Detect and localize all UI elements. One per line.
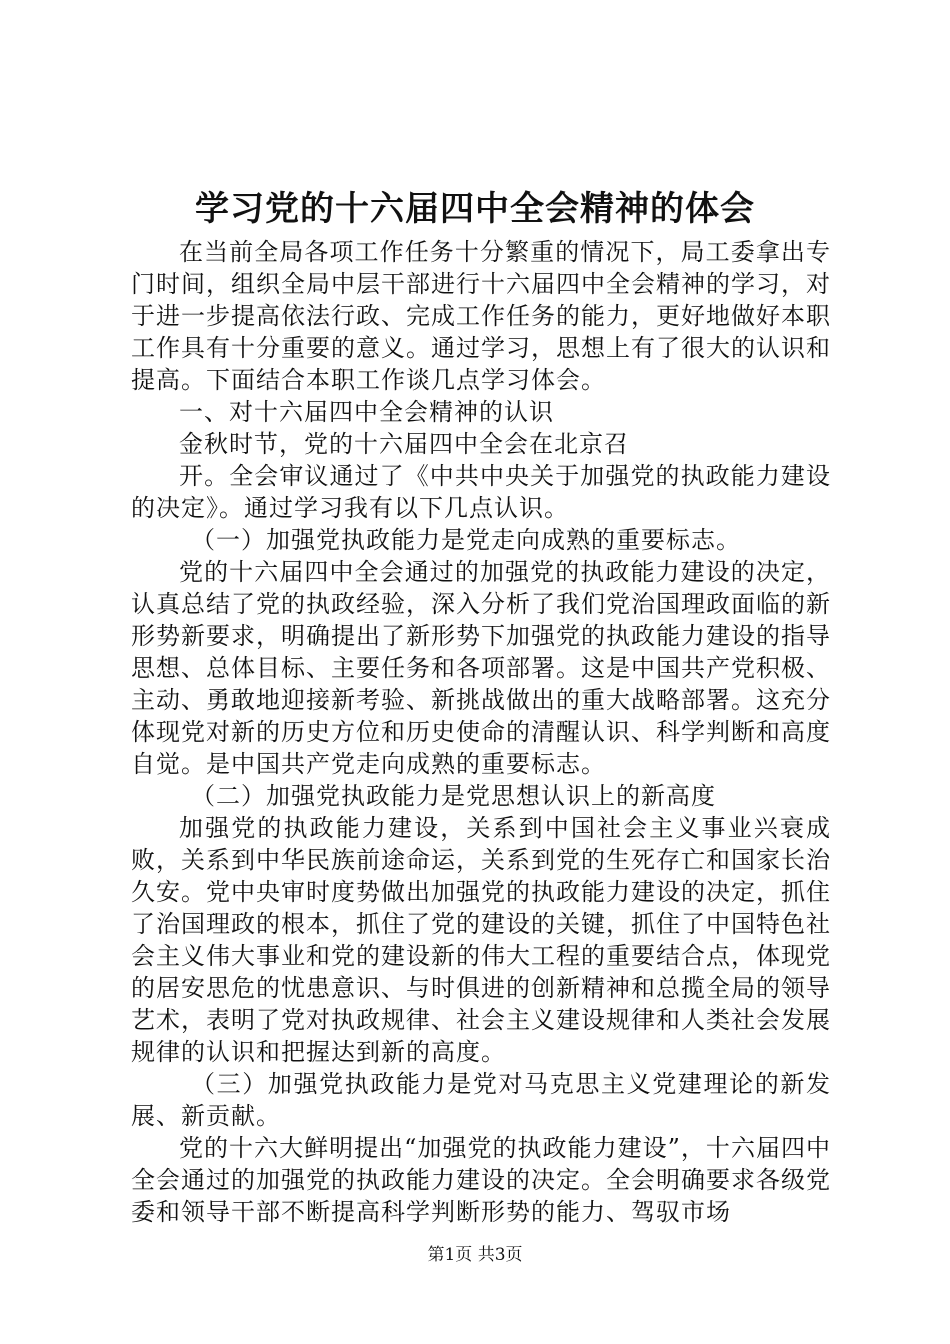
paragraph-maturity: 党的十六届四中全会通过的加强党的执政能力建设的决定，认真总结了党的执政经验，深入分析了我们党治国理政面临的新形势新要求，明确提出了新形势下加强党的执政能力建设的指导思想、总体目标、主要任务和各项部署。这是中国共产党积极、主动、勇敢地迎接新考验、新挑战做出的重大战略部署。这充分体现党对新的历史方位和历史使命的清醒认识、科学判断和高度自觉。是中国共产党走向成熟的重要标志。 — [131, 558, 831, 778]
subheading-3: （三）加强党执政能力是党对马克思主义党建理论的新发展、新贡献。 — [131, 1070, 831, 1130]
page-number-footer: 第1页 共3页 — [427, 1245, 523, 1265]
paragraph-plenum-review: 开。全会审议通过了《中共中央关于加强党的执政能力建设的决定》。通过学习我有以下几点认识。 — [131, 462, 831, 522]
paragraph-contribution: 党的十六大鲜明提出“加强党的执政能力建设”，十六届四中全会通过的加强党的执政能力建设的决定。全会明确要求各级党委和领导干部不断提高科学判断形势的能力、驾驭市场 — [131, 1134, 831, 1226]
paragraph-autumn-line: 金秋时节，党的十六届四中全会在北京召 — [179, 430, 629, 458]
paragraph-intro: 在当前全局各项工作任务十分繁重的情况下，局工委拿出专门时间，组织全局中层干部进行十六届四中全会精神的学习，对于进一步提高依法行政、完成工作任务的能力，更好地做好本职工作具有十分重要的意义。通过学习，思想上有了很大的认识和提高。下面结合本职工作谈几点学习体会。 — [131, 238, 831, 394]
subheading-2: （二）加强党执政能力是党思想认识上的新高度 — [191, 782, 716, 810]
subheading-1: （一）加强党执政能力是党走向成熟的重要标志。 — [191, 526, 741, 554]
document-body — [131, 236, 831, 1228]
paragraph-new-height: 加强党的执政能力建设，关系到中国社会主义事业兴衰成败，关系到中华民族前途命运，关系到党的生死存亡和国家长治久安。党中央审时度势做出加强党的执政能力建设的决定，抓住了治国理政的根本，抓住了党的建设的关键，抓住了中国特色社会主义伟大事业和党的建设新的伟大工程的重要结合点，体现党的居安思危的忧患意识、与时俱进的创新精神和总揽全局的领导艺术，表明了党对执政规律、社会主义建设规律和人类社会发展规律的认识和把握达到新的高度。 — [131, 814, 831, 1066]
section-heading-1: 一、对十六届四中全会精神的认识 — [179, 398, 554, 426]
document-title: 学习党的十六届四中全会精神的体会 — [195, 189, 755, 229]
